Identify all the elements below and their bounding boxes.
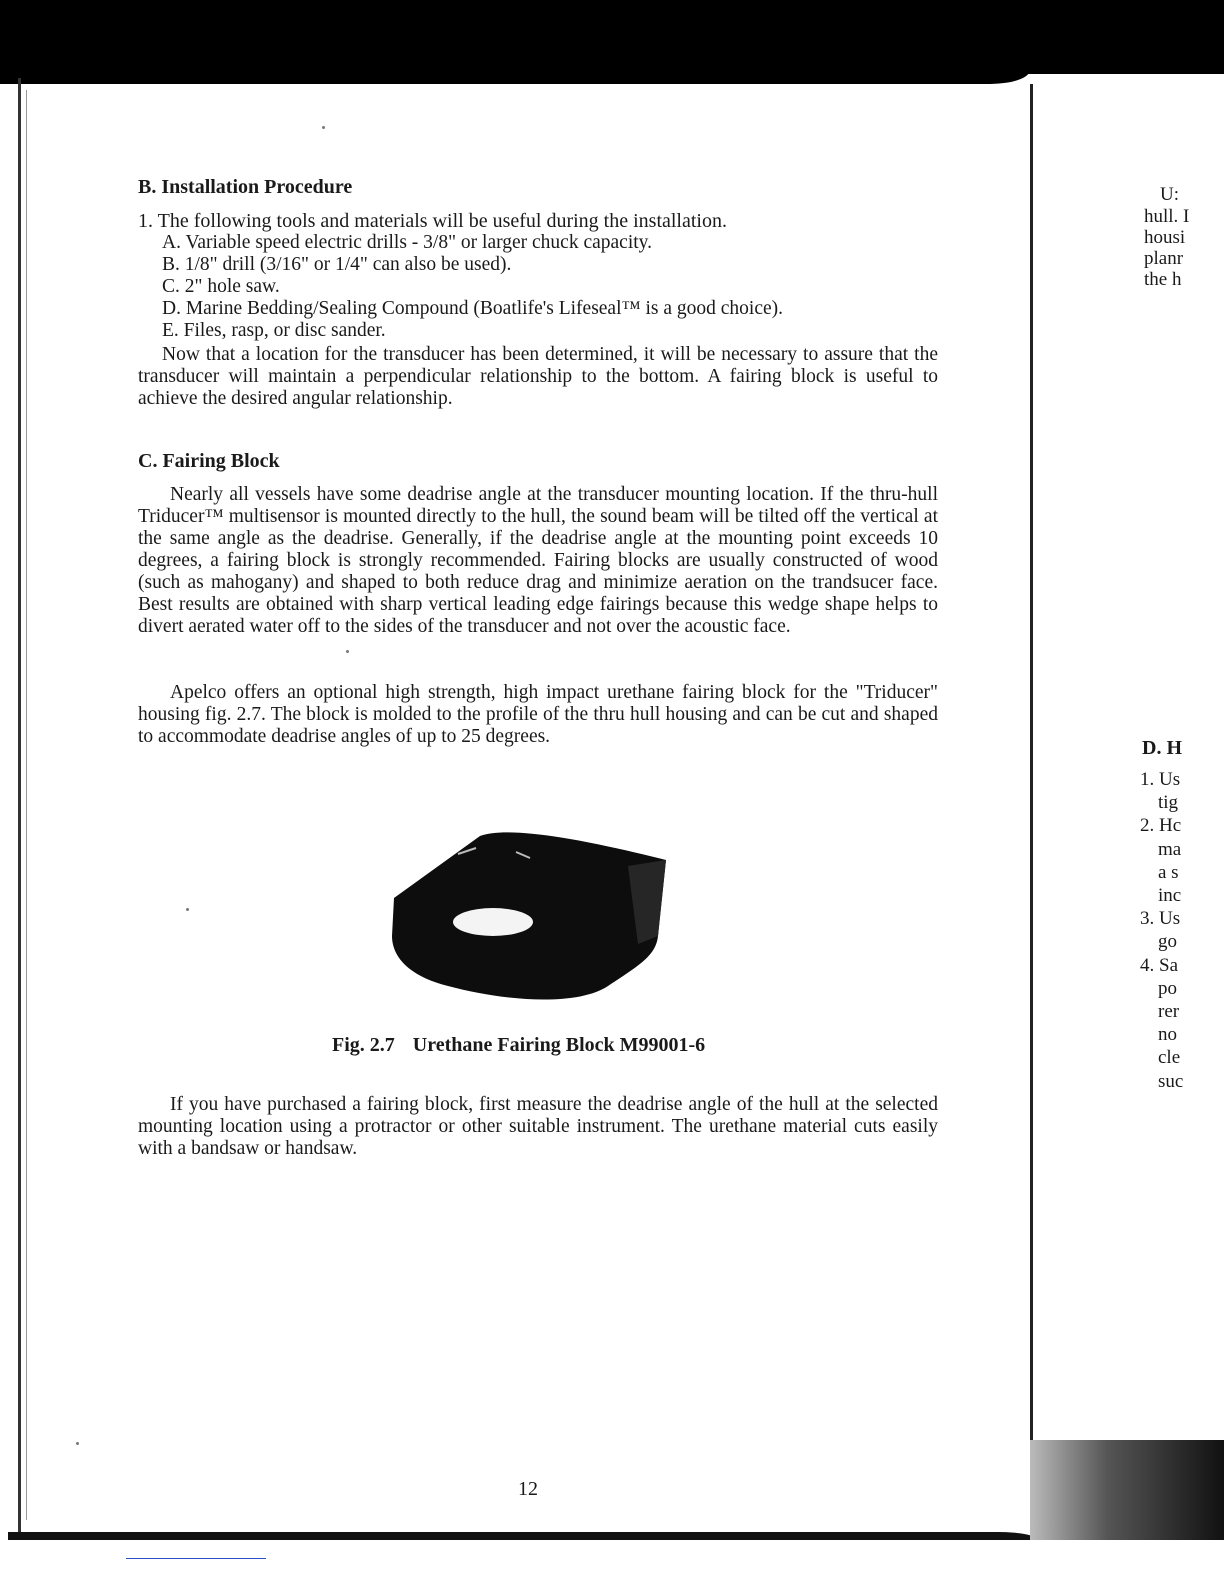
speck	[186, 908, 189, 911]
speck	[346, 650, 349, 653]
tool-item: B. 1/8" drill (3/16" or 1/4" can also be used).	[162, 254, 512, 275]
tool-item: D. Marine Bedding/Sealing Compound (Boatlife's Lifeseal™ is a good choice).	[162, 298, 784, 319]
right-line: hull. I	[1144, 206, 1190, 227]
right-list-line: go	[1158, 931, 1177, 953]
right-list-line: tig	[1158, 792, 1179, 814]
right-page-lines	[1144, 206, 1224, 290]
figure-caption	[332, 1034, 705, 1057]
right-list-line: rer	[1158, 1001, 1180, 1023]
deadrise-paragraph: Nearly all vessels have some deadrise angle at the transducer mounting location. If the thru-hull Triducer™ multisensor is mounted directly to the hull, the sound beam will be tilted off the vertical at the same angle as the deadrise. Generally, if the deadrise angle at the mounting point exceeds 10 degrees, a fairing block is strongly recommended. Fairing blocks are usually constructed of wood (such as mahogany) and shaped to both reduce drag and minimize aeration on the trandsucer face. Best results are obtained with sharp vertical leading edge fairings because this wedge shape helps to divert aerated water off to the sides of the transducer and not over the acoustic face.	[138, 484, 938, 637]
right-line: housi	[1144, 227, 1186, 248]
right-list-line: suc	[1158, 1070, 1184, 1092]
top-bar-curved-edge	[0, 70, 1030, 84]
bottom-right-shadow	[1030, 1440, 1224, 1540]
fairing-block-image	[388, 826, 678, 1006]
right-page-list	[1140, 768, 1220, 1093]
right-list-line: 2. Hc	[1140, 815, 1182, 837]
right-list-line: no	[1158, 1024, 1177, 1046]
tool-item: E. Files, rasp, or disc sander.	[162, 320, 386, 341]
section-c-title: C. Fairing Block	[138, 450, 280, 472]
tools-list	[138, 210, 938, 342]
tool-item: C. 2" hole saw.	[162, 276, 280, 297]
top-black-bar	[0, 0, 1224, 74]
measure-paragraph: If you have purchased a fairing block, first measure the deadrise angle of the hull at the selected mounting location using a protractor or other suitable instrument. The urethane material cuts easily with a bandsaw or handsaw.	[138, 1094, 938, 1159]
right-list-line: ma	[1158, 838, 1182, 860]
right-list-line: 3. Us	[1140, 908, 1181, 930]
figure-caption-text: Urethane Fairing Block M99001-6	[412, 1034, 706, 1056]
list-item-1: 1. The following tools and materials will be useful during the installation.	[138, 210, 727, 232]
right-line: planr	[1144, 248, 1184, 269]
bottom-black-bar	[8, 1532, 1038, 1540]
right-list-line: 4. Sa	[1140, 954, 1178, 976]
left-page-edge-inner	[26, 90, 27, 1520]
location-paragraph: Now that a location for the transducer has been determined, it will be necessary to assure that the transducer will maintain a perpendicular relationship to the bottom. A fairing block is useful to achieve the desired angular relationship.	[138, 344, 938, 409]
left-page-edge	[18, 78, 21, 1538]
figure-number: Fig. 2.7	[332, 1034, 395, 1056]
right-list-line: 1. Us	[1140, 769, 1181, 790]
section-b-title: B. Installation Procedure	[138, 176, 353, 198]
right-line: the h	[1144, 269, 1182, 290]
right-list-line: a s	[1158, 861, 1179, 883]
book-spine	[1030, 84, 1033, 1524]
page-number: 12	[518, 1478, 538, 1500]
right-list-line: inc	[1158, 885, 1182, 907]
speck	[76, 1442, 79, 1445]
apelco-paragraph: Apelco offers an optional high strength, high impact urethane fairing block for the "Triducer" housing fig. 2.7. The block is molded to the profile of the thru hull housing and can be cut and shaped to accommodate deadrise angles of up to 25 degrees.	[138, 682, 938, 747]
right-list-line: cle	[1158, 1047, 1181, 1069]
tool-item: A. Variable speed electric drills - 3/8" or larger chuck capacity.	[162, 232, 653, 253]
speck	[322, 126, 325, 129]
right-list-line: po	[1158, 977, 1177, 999]
footer-blue-line	[126, 1558, 266, 1559]
right-page-fragment: U:	[1160, 184, 1179, 205]
right-section-title: D. H	[1142, 738, 1182, 759]
